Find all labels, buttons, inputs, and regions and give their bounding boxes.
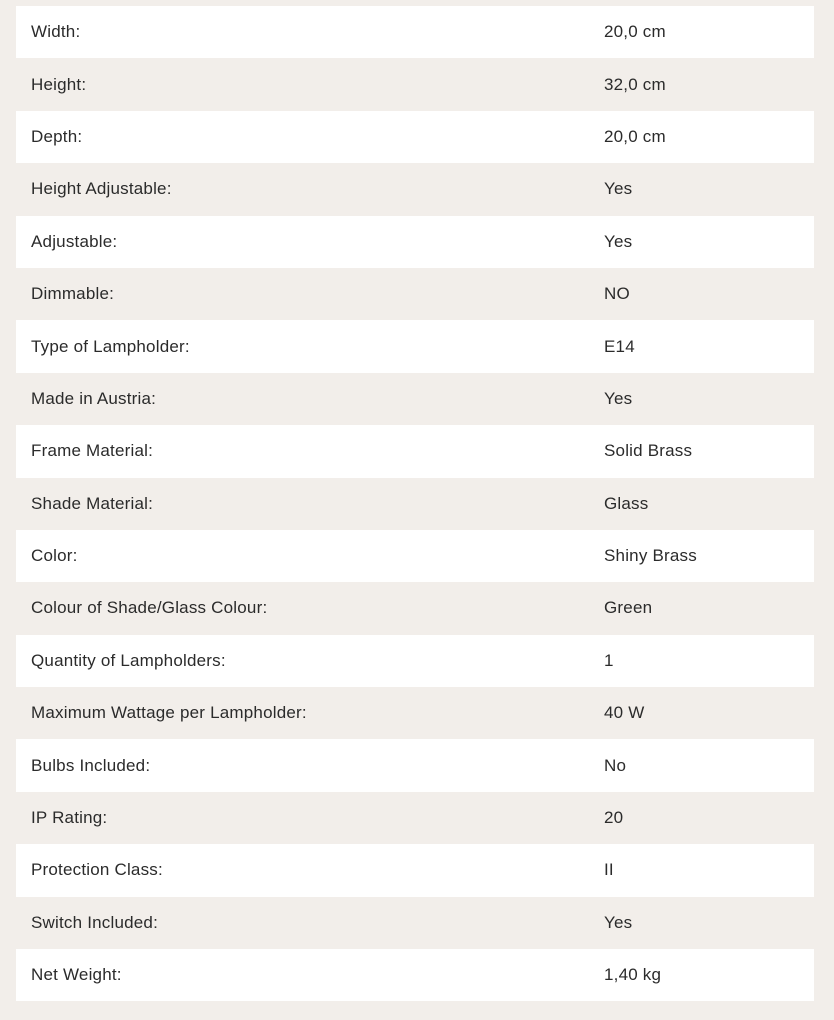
spec-value: Yes (604, 231, 633, 251)
spec-value: 1,40 kg (604, 965, 662, 985)
spec-label: Adjustable: (31, 231, 118, 251)
spec-value: NO (604, 284, 630, 304)
spec-row-made-in-austria (16, 373, 814, 425)
spec-label: Color: (31, 546, 78, 566)
spec-value: 20,0 cm (604, 22, 666, 42)
spec-row-height (16, 58, 814, 110)
spec-value: 20,0 cm (604, 126, 666, 146)
spec-row-max-wattage (16, 687, 814, 739)
spec-row-ip-rating (16, 792, 814, 844)
spec-value: 40 W (604, 703, 645, 723)
spec-label: Maximum Wattage per Lampholder: (31, 703, 307, 723)
spec-label: Width: (31, 22, 81, 42)
spec-row-bulbs-included (16, 739, 814, 791)
spec-row-adjustable (16, 216, 814, 268)
spec-label: Switch Included: (31, 912, 158, 932)
spec-row-switch-included (16, 897, 814, 949)
spec-value: 32,0 cm (604, 74, 666, 94)
spec-value: Shiny Brass (604, 546, 697, 566)
spec-value: Yes (604, 388, 633, 408)
spec-row-lampholder-type (16, 320, 814, 372)
spec-value: Yes (604, 179, 633, 199)
spec-label: Height: (31, 74, 87, 94)
spec-value: Green (604, 598, 653, 618)
spec-label: Made in Austria: (31, 388, 157, 408)
spec-label: Frame Material: (31, 441, 154, 461)
spec-label: Height Adjustable: (31, 179, 172, 199)
spec-label: Net Weight: (31, 965, 122, 985)
spec-row-protection-class (16, 844, 814, 896)
spec-label: IP Rating: (31, 808, 108, 828)
spec-row-lampholder-quantity (16, 635, 814, 687)
spec-label: Dimmable: (31, 284, 115, 304)
spec-label: Bulbs Included: (31, 755, 151, 775)
spec-row-frame-material (16, 425, 814, 477)
spec-label: Colour of Shade/Glass Colour: (31, 598, 268, 618)
spec-value: No (604, 755, 627, 775)
spec-table (16, 6, 814, 1001)
spec-value: Glass (604, 493, 649, 513)
spec-row-shade-colour (16, 582, 814, 634)
spec-label: Shade Material: (31, 493, 154, 513)
spec-value: Yes (604, 912, 633, 932)
spec-row-height-adjustable (16, 163, 814, 215)
spec-value: E14 (604, 336, 635, 356)
spec-label: Depth: (31, 126, 83, 146)
spec-value: 20 (604, 808, 624, 828)
spec-label: Quantity of Lampholders: (31, 650, 226, 670)
spec-row-shade-material (16, 478, 814, 530)
spec-value: 1 (604, 650, 614, 670)
spec-row-depth (16, 111, 814, 163)
spec-row-color (16, 530, 814, 582)
spec-row-dimmable (16, 268, 814, 320)
spec-value: II (604, 860, 614, 880)
spec-label: Protection Class: (31, 860, 163, 880)
spec-label: Type of Lampholder: (31, 336, 190, 356)
spec-row-net-weight (16, 949, 814, 1001)
spec-value: Solid Brass (604, 441, 693, 461)
spec-row-width (16, 6, 814, 58)
